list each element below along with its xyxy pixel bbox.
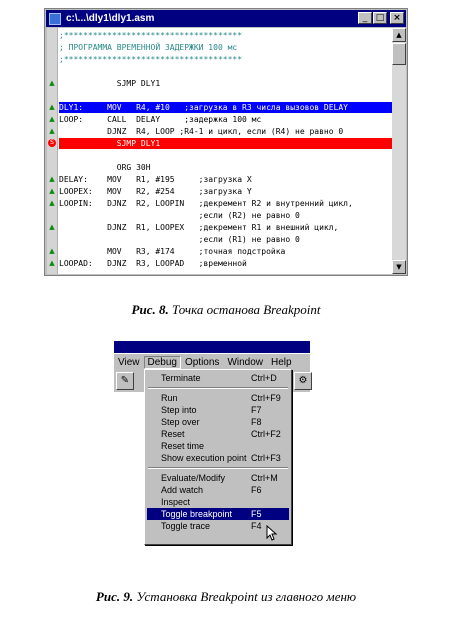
window-title-strip xyxy=(114,341,310,353)
menu-options[interactable]: Options xyxy=(184,356,220,368)
menu-item-reset-time[interactable] xyxy=(147,440,289,452)
menu-view[interactable]: View xyxy=(118,356,140,368)
editor-title: c:\...\dly1\dly1.asm xyxy=(66,13,155,24)
menu-item-shortcut: F8 xyxy=(251,417,262,427)
code-line[interactable] xyxy=(59,90,393,101)
menu-item-evaluate-modify[interactable] xyxy=(147,472,289,484)
menu-item-shortcut: F6 xyxy=(251,485,262,495)
menu-item-reset[interactable] xyxy=(147,428,289,440)
executable-line-icon[interactable]: ▲ xyxy=(49,223,55,231)
code-line[interactable]: DLY1: MOV R4, #10 ;загрузка в R3 числа вызовов DELAY xyxy=(59,102,393,113)
code-editor[interactable] xyxy=(47,28,393,274)
menu-item-shortcut: F4 xyxy=(251,521,262,531)
executable-line-icon[interactable]: ▲ xyxy=(49,247,55,255)
executable-line-icon[interactable]: ▲ xyxy=(49,187,55,195)
pencil-tool-icon[interactable]: ✎ xyxy=(116,372,134,390)
code-line[interactable]: LOOP: CALL DELAY ;задержка 100 мс xyxy=(59,115,262,124)
code-line[interactable]: MOV R3, #174 ;точная подстройка xyxy=(59,247,286,256)
executable-line-icon[interactable]: ▲ xyxy=(49,103,55,111)
figure-8-caption: Рис. 8. Точка останова Breakpoint xyxy=(131,302,321,317)
code-line[interactable]: ;если (R1) не равно 0 xyxy=(59,235,300,244)
menu-separator xyxy=(148,467,288,469)
breakpoint-icon[interactable]: S xyxy=(48,139,56,147)
menu-item-shortcut: Ctrl+F2 xyxy=(251,429,281,439)
menu-item-label: Terminate xyxy=(161,373,201,383)
code-line[interactable]: SJMP DLY1 xyxy=(59,79,161,88)
menu-item-step-into[interactable] xyxy=(147,404,289,416)
menu-item-shortcut: F5 xyxy=(251,509,262,519)
executable-line-icon[interactable]: ▲ xyxy=(49,127,55,135)
menu-item-shortcut: Ctrl+F9 xyxy=(251,393,281,403)
code-line[interactable]: ORG 30H xyxy=(59,163,151,172)
editor-window xyxy=(44,8,408,276)
figure-9-caption: Рис. 9. Установка Breakpoint из главного меню xyxy=(95,589,357,604)
code-line[interactable]: LOOPIN: DJNZ R2, LOOPIN ;декремент R2 и внутренний цикл, xyxy=(59,199,353,208)
code-line[interactable] xyxy=(59,150,393,161)
scroll-up-button[interactable]: ▲ xyxy=(392,28,406,42)
code-line[interactable]: DJNZ R4, LOOP ;R4-1 и цикл, если (R4) не равно 0 xyxy=(59,127,344,136)
menu-item-label: Reset xyxy=(161,429,185,439)
executable-line-icon[interactable]: ▲ xyxy=(49,175,55,183)
menu-item-label: Inspect xyxy=(161,497,191,507)
menu-item-shortcut: Ctrl+F3 xyxy=(251,453,281,463)
code-line[interactable]: DJNZ R1, LOOPEX ;декремент R1 и внешний цикл, xyxy=(59,223,339,232)
menu-bar xyxy=(114,353,310,370)
menu-item-run[interactable] xyxy=(147,392,289,404)
code-line[interactable]: ;************************************* xyxy=(59,31,243,40)
code-line[interactable] xyxy=(59,66,393,77)
executable-line-icon[interactable]: ▲ xyxy=(49,115,55,123)
menu-item-shortcut: F7 xyxy=(251,405,262,415)
menu-item-add-watch[interactable] xyxy=(147,484,289,496)
debug-menu xyxy=(144,369,292,545)
menu-item-inspect[interactable] xyxy=(147,496,289,508)
executable-line-icon[interactable]: ▲ xyxy=(49,259,55,267)
menu-item-label: Step over xyxy=(161,417,200,427)
maximize-button[interactable]: □ xyxy=(373,12,387,24)
menu-screenshot xyxy=(114,341,314,551)
menu-item-toggle-breakpoint[interactable] xyxy=(147,508,289,520)
menu-item-shortcut: Ctrl+M xyxy=(251,473,278,483)
scroll-down-button[interactable]: ▼ xyxy=(392,260,406,274)
menu-separator xyxy=(148,387,288,389)
menu-item-label: Step into xyxy=(161,405,197,415)
menu-window[interactable]: Window xyxy=(227,356,264,368)
code-line[interactable]: SJMP DLY1 xyxy=(59,138,393,149)
mouse-cursor-icon xyxy=(266,525,278,541)
tool-icon[interactable]: ⚙ xyxy=(294,372,312,390)
editor-titlebar[interactable] xyxy=(46,10,406,27)
menu-item-label: Reset time xyxy=(161,441,205,451)
code-line[interactable]: LOOPAD: DJNZ R3, LOOPAD ;временной xyxy=(59,259,247,268)
menu-item-label: Toggle breakpoint xyxy=(161,509,233,519)
menu-item-label: Show execution point xyxy=(161,453,247,463)
menu-item-label: Add watch xyxy=(161,485,204,495)
scroll-thumb[interactable] xyxy=(392,43,406,65)
menu-item-label: Run xyxy=(161,393,178,403)
menu-item-shortcut: Ctrl+D xyxy=(251,373,277,383)
code-line[interactable]: ;************************************* xyxy=(59,55,243,64)
executable-line-icon[interactable]: ▲ xyxy=(49,199,55,207)
code-line[interactable]: ; ПРОГРАММА ВРЕМЕННОЙ ЗАДЕРЖКИ 100 мс xyxy=(59,43,238,52)
vertical-scrollbar[interactable] xyxy=(392,28,406,274)
menu-item-label: Toggle trace xyxy=(161,521,211,531)
menu-item-label: Evaluate/Modify xyxy=(161,473,226,483)
close-button[interactable]: × xyxy=(390,12,404,24)
menu-item-step-over[interactable] xyxy=(147,416,289,428)
code-line[interactable]: ;если (R2) не равно 0 xyxy=(59,211,300,220)
menu-item-terminate[interactable] xyxy=(147,372,289,384)
executable-line-icon[interactable]: ▲ xyxy=(49,79,55,87)
menu-debug[interactable]: Debug xyxy=(144,356,181,369)
minimize-button[interactable]: _ xyxy=(358,12,372,24)
code-line[interactable]: LOOPEX: MOV R2, #254 ;загрузка Y xyxy=(59,187,252,196)
file-icon xyxy=(49,13,61,25)
code-line[interactable]: DELAY: MOV R1, #195 ;загрузка X xyxy=(59,175,252,184)
menu-help[interactable]: Help xyxy=(271,356,292,368)
breakpoint-gutter[interactable] xyxy=(47,28,58,274)
menu-item-show-execution-point[interactable] xyxy=(147,452,289,464)
